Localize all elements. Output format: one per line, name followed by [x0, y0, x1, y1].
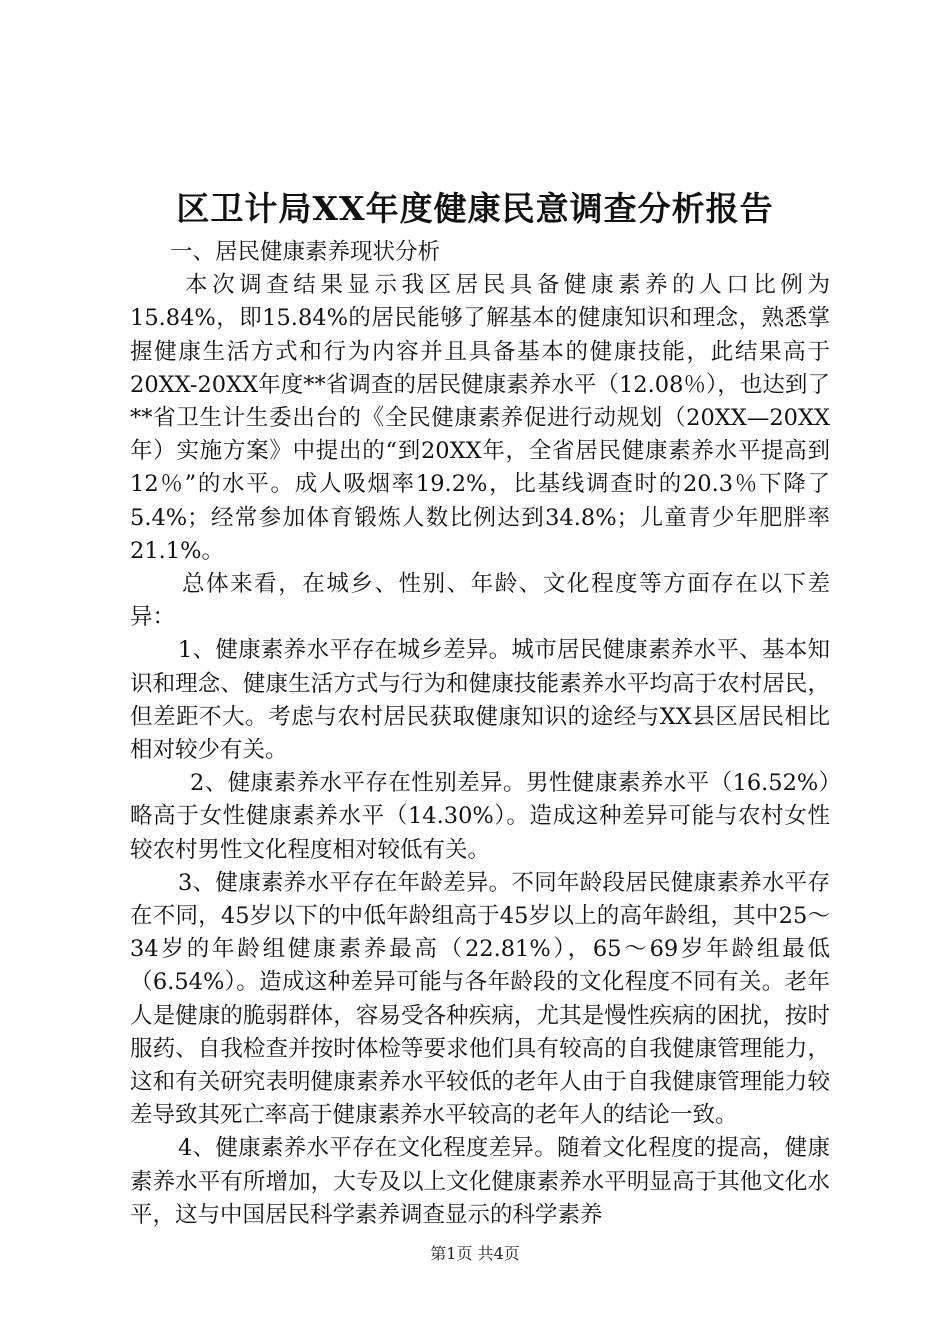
- paragraph-intro: 本次调查结果显示我区居民具备健康素养的人口比例为15.84%，即15.84%的居民能够了解基本的健康知识和理念，熟悉掌握健康生活方式和行为内容并且具备基本的健康技能，此结果高于20XX-20XX年度**省调查的居民健康素养水平（12.08％），也达到了**省卫生计生委出台的《全民健康素养促进行动规划（20XX—20XX年）实施方案》中提出的“到20XX年，全省居民健康素养水平提高到12％”的水平。成人吸烟率19.2%，比基线调查时的20.3％下降了5.4%；经常参加体育锻炼人数比例达到34.8%；儿童青少年肥胖率21.1%。: [130, 272, 830, 564]
- paragraph-item-3: 3、健康素养水平存在年龄差异。不同年龄段居民健康素养水平存在不同，45岁以下的中低年龄组高于45岁以上的高年龄组，其中25～34岁的年龄组健康素养最高（22.81%），65～69岁年龄组最低（6.54%）。造成这种差异可能与各年龄段的文化程度不同有关。老年人是健康的脆弱群体，容易受各种疾病，尤其是慢性疾病的困扰，按时服药、自我检查并按时体检等要求他们具有较高的自我健康管理能力，这和有关研究表明健康素养水平较低的老年人由于自我健康管理能力较差导致其死亡率高于健康素养水平较高的老年人的结论一致。: [130, 869, 830, 1129]
- paragraph-summary: 总体来看，在城乡、性别、年龄、文化程度等方面存在以下差异：: [130, 571, 830, 631]
- section-heading: 一、居民健康素养现状分析: [170, 239, 441, 265]
- paragraph-item-2: 2、健康素养水平存在性别差异。男性健康素养水平（16.52%）略高于女性健康素养水平（14.30%）。造成这种差异可能与农村女性较农村男性文化程度相对较低有关。: [130, 770, 830, 863]
- paragraph-item-1: 1、健康素养水平存在城乡差异。城市居民健康素养水平、基本知识和理念、健康生活方式与行为和健康技能素养水平均高于农村居民，但差距不大。考虑与农村居民获取健康知识的途经与XX县区居民相比相对较少有关。: [130, 637, 830, 764]
- document-title: 区卫计局XX年度健康民意调查分析报告: [176, 189, 774, 228]
- page-footer: 第1页 共4页: [430, 1244, 520, 1263]
- paragraph-item-4: 4、健康素养水平存在文化程度差异。随着文化程度的提高，健康素养水平有所增加，大专及以上文化健康素养水平明显高于其他文化水平，这与中国居民科学素养调查显示的科学素养: [130, 1135, 830, 1228]
- document-body: [130, 236, 830, 1232]
